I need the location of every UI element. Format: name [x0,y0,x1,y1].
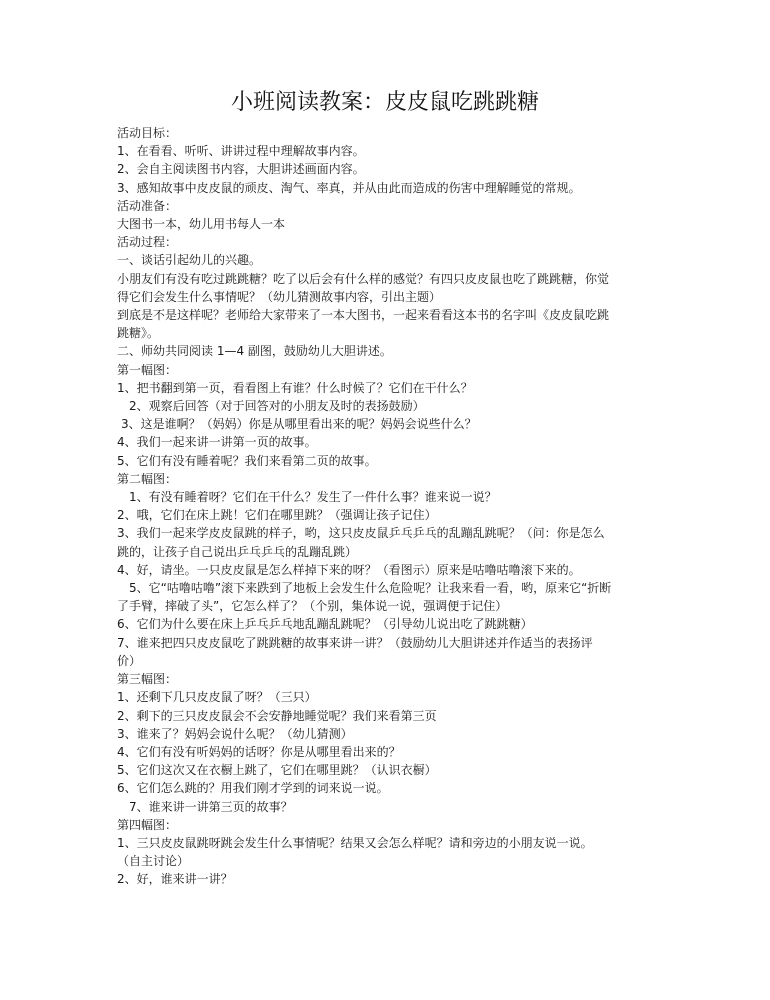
list-item: 4、它们有没有听妈妈的话呀？你是从哪里看出来的？ [117,744,401,759]
section-heading: 活动目标： [117,126,178,140]
paragraph-line: 1、在看看、听听、讲讲过程中理解故事内容。 [117,144,365,159]
list-item: 4、好，请坐。一只皮皮鼠是怎么样掉下来的呀？（看图示）原来是咕噜咕噜滚下来的。 [117,562,581,577]
paragraph-line: 3、感知故事中皮皮鼠的顽皮、淘气、率真，并从由此而造成的伤害中理解睡觉的常规。 [117,180,581,195]
list-item: 5、它们这次又在衣橱上跳了，它们在哪里跳？（认识衣橱） [117,763,437,778]
list-item: 2、观察后回答（对于回答对的小朋友及时的表扬鼓励） [129,399,425,414]
list-item: 1、还剩下几只皮皮鼠了呀？（三只） [117,690,317,705]
page-title: 小班阅读教案：皮皮鼠吃跳跳糖 [230,90,539,115]
paragraph-line: 得它们会发生什么事情呢？（幼儿猜测故事内容，引出主题） [117,289,442,304]
list-item: 2、剩下的三只皮皮鼠会不会安静地睡觉呢？我们来看第三页 [117,708,437,723]
list-item: 3、谁来了？妈妈会说什么呢？（幼儿猜测） [117,726,353,741]
list-item: 跳的，让孩子自己说出乒乓乒乓的乱蹦乱跳） [117,544,358,559]
section-heading: 第三幅图： [117,672,178,687]
paragraph-line: 小朋友们有没有吃过跳跳糖？吃了以后会有什么样的感觉？有四只皮皮鼠也吃了跳跳糖，你觉 [117,271,610,286]
section-heading: 活动准备： [117,198,178,213]
list-item: 2、好，谁来讲一讲？ [117,872,233,887]
paragraph-line: 到底是不是这样呢？老师给大家带来了一本大图书，一起来看看这本书的名字叫《皮皮鼠吃跳 [117,308,610,323]
section-heading: 第四幅图： [117,817,178,832]
list-item: 7、谁来讲一讲第三页的故事？ [129,799,293,814]
list-item: 2、哦，它们在床上跳！它们在哪里跳？（强调让孩子记住） [117,508,437,523]
paragraph-line: 二、师幼共同阅读 1—4 副图，鼓励幼儿大胆讲述。 [117,344,392,359]
paragraph-line: 大图书一本，幼儿用书每人一本 [117,217,286,232]
list-item: 1、把书翻到第一页，看看图上有谁？什么时候了？它们在干什么？ [117,380,473,395]
paragraph-line: 跳糖》。 [117,326,160,341]
paragraph-line: 一、谈话引起幼儿的兴趣。 [117,253,262,268]
list-item: 7、谁来把四只皮皮鼠吃了跳跳糖的故事来讲一讲？（鼓励幼儿大胆讲述并作适当的表扬评 [117,635,593,650]
list-item: 3、我们一起来学皮皮鼠跳的样子，哟，这只皮皮鼠乒乓乒乓的乱蹦乱跳呢？（问：你是怎么 [117,526,605,541]
document-body [117,124,657,889]
list-item: 5、它“咕噜咕噜”滚下来跌到了地板上会发生什么危险呢？让我来看一看，哟，原来它“折断 [129,581,612,596]
list-item: 5、它们有没有睡着呢？我们来看第二页的故事。 [117,453,377,468]
list-item: 6、它们怎么跳的？用我们刚才学到的词来说一说。 [117,781,389,796]
section-heading: 第一幅图： [117,362,178,377]
list-item: 3、这是谁啊？（妈妈）你是从哪里看出来的呢？妈妈会说些什么？ [121,417,477,432]
list-item: 6、它们为什么要在床上乒乓乒乓地乱蹦乱跳呢？（引导幼儿说出吃了跳跳糖） [117,617,533,632]
section-heading: 活动过程： [117,235,178,250]
list-item: （自主讨论） [117,854,190,869]
list-item: 4、我们一起来讲一讲第一页的故事。 [117,435,317,450]
list-item: 了手臂，摔破了头”，它怎么样了？（个别，集体说一说，强调便于记住） [117,599,508,614]
paragraph-line: 2、会自主阅读图书内容，大胆讲述画面内容。 [117,162,365,177]
list-item: 1、三只皮皮鼠跳呀跳会发生什么事情呢？结果又会怎么样呢？请和旁边的小朋友说一说。 [117,835,593,850]
list-item: 价） [117,653,142,668]
section-heading: 第二幅图： [117,471,178,486]
list-item: 1、有没有睡着呀？它们在干什么？发生了一件什么事？谁来说一说？ [129,490,497,505]
